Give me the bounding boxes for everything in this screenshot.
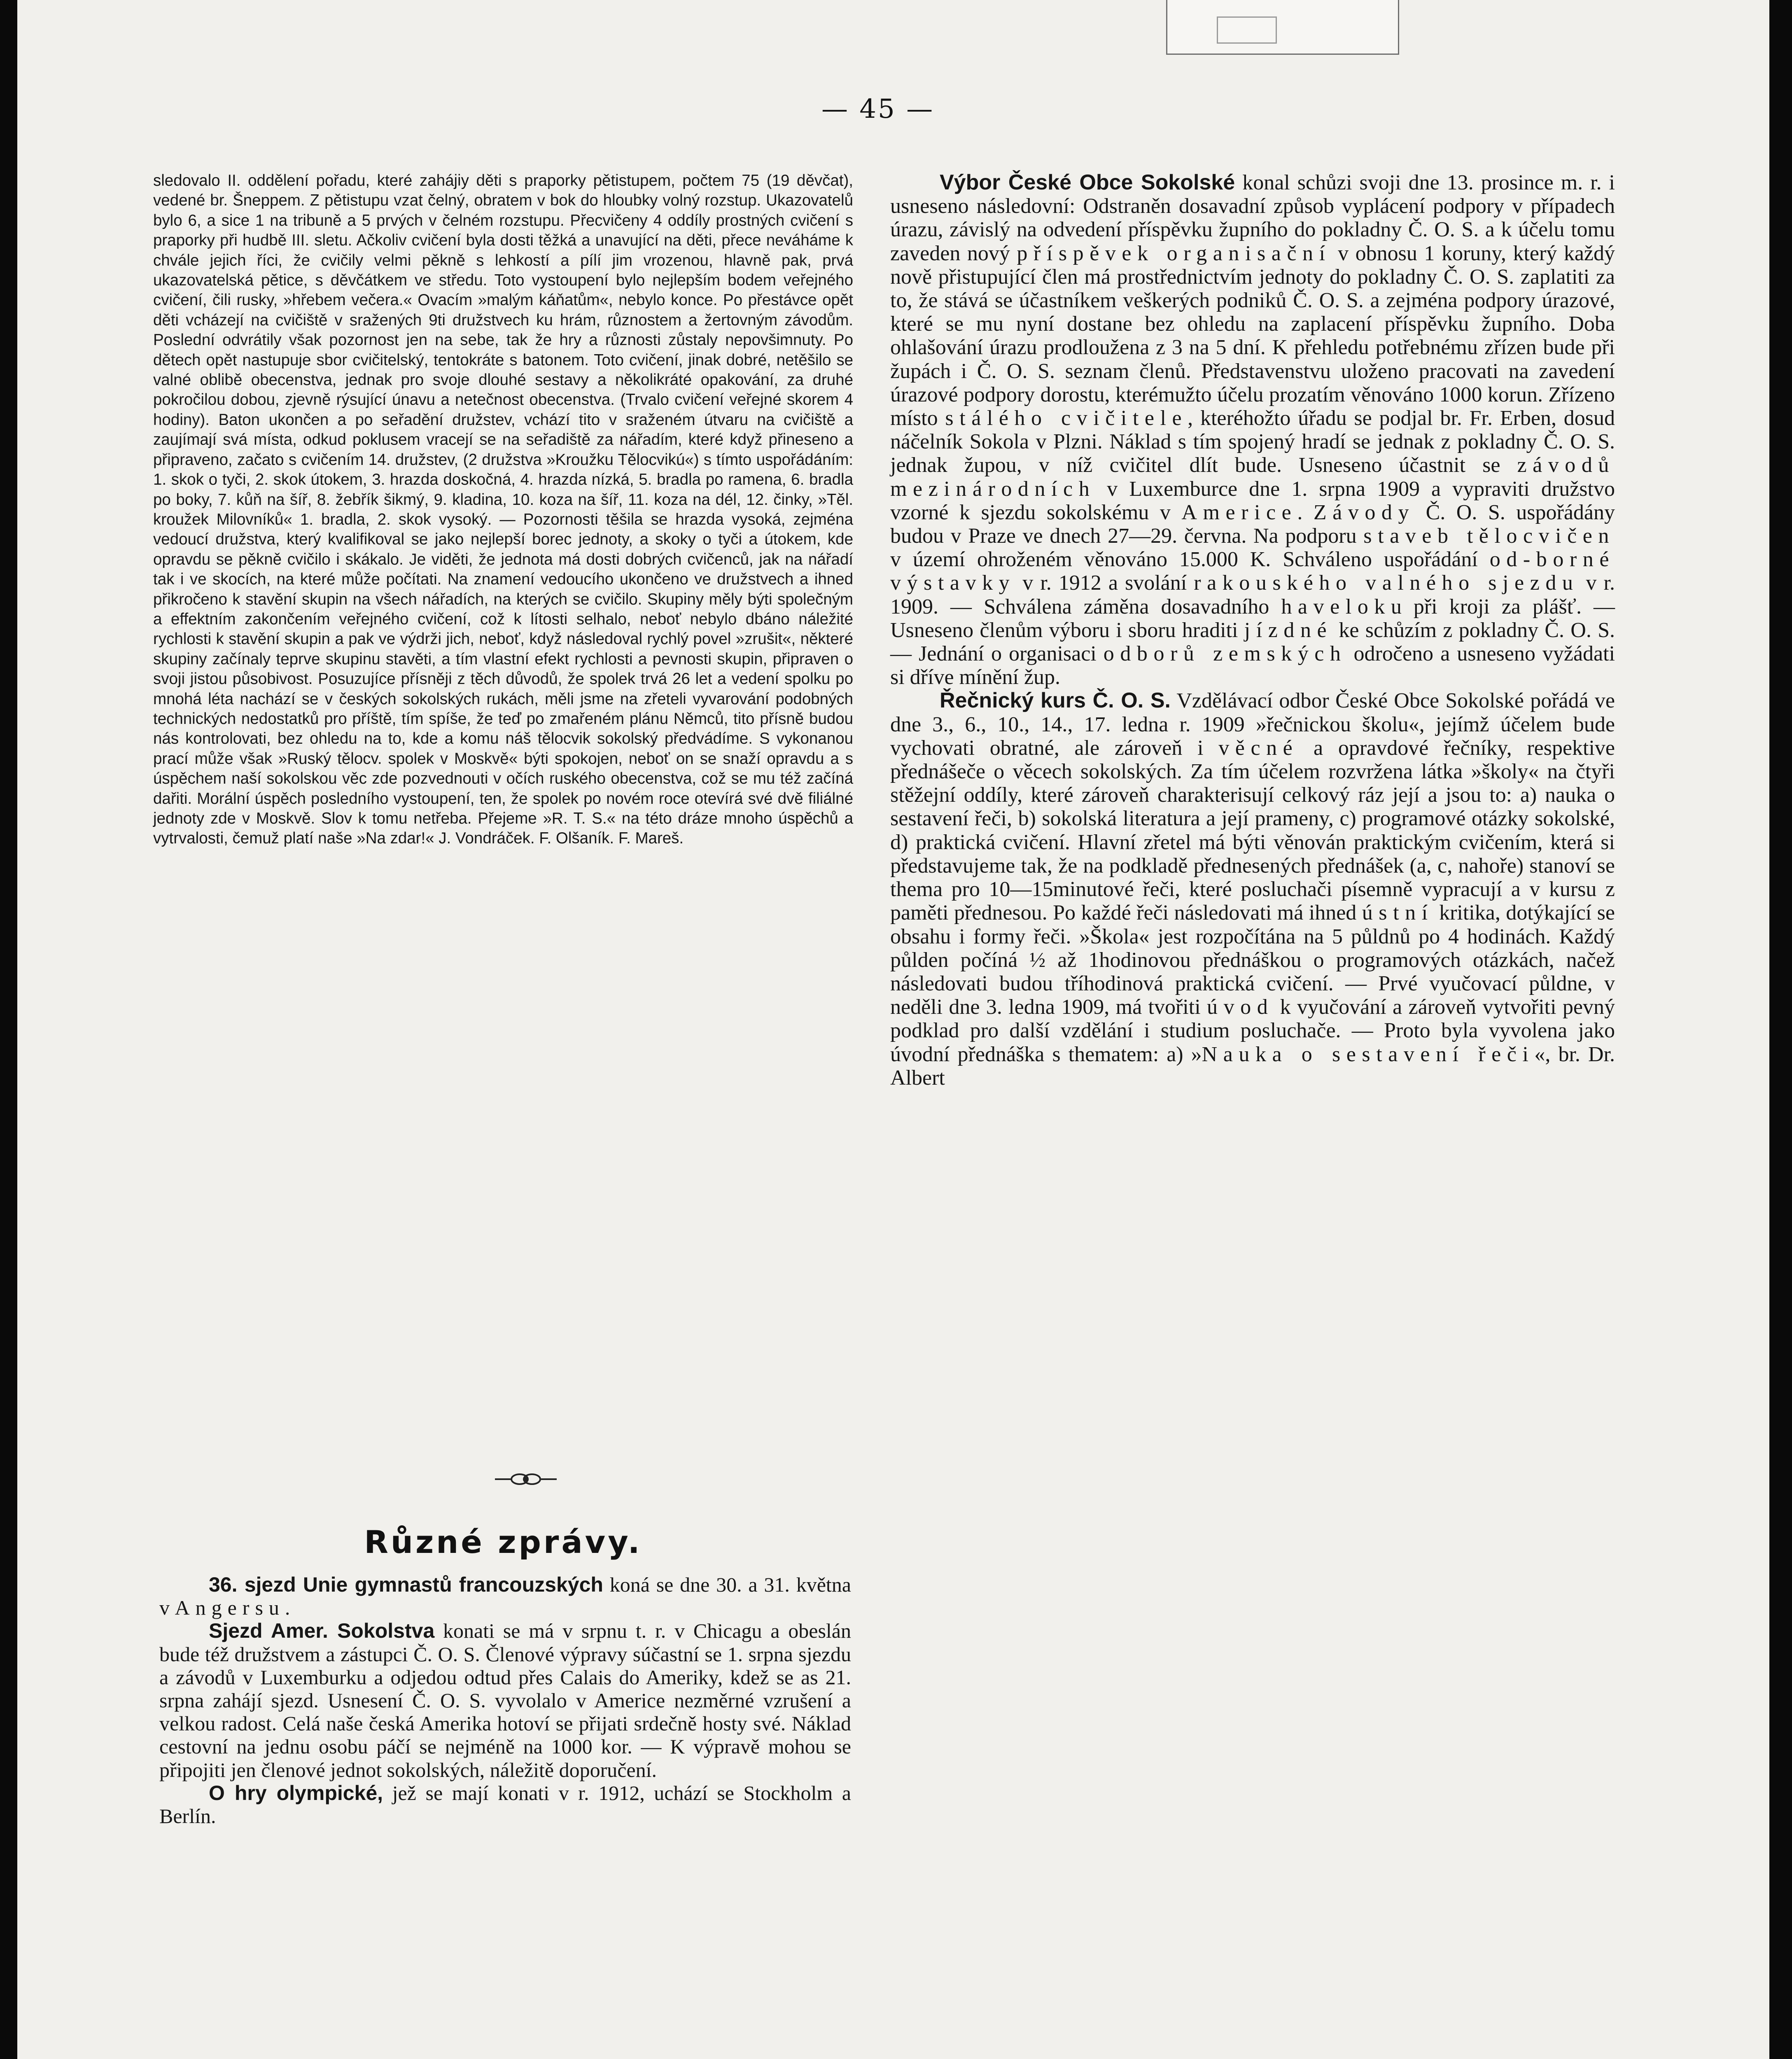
emphasis-text: stálého cvičitele	[945, 406, 1188, 430]
paragraph-text: a opravdové řečníky, respektive přednášeče o věcech sokolských. Za tím účelem rozvržena látka »školy« na čtyři stěžejní oddíly, které zároveň charakterisují celkový ráz její a jsou to: a) nauka o sestavení řeči, b) sokolská literatura a její prameny, c) programové otázky sokolské, d) praktická cvičení. Hlavní zřetel má býti věnován praktickým cvičením, která si představujeme tak, že na podkladě přednesených přednášek (a, c, nahoře) stanoví se thema pro 10—15minutové řeči, které posluchači písemně vypracují a v kursu z paměti přednesou. Po každé řeči následovati má ihned	[890, 736, 1615, 925]
news-item-title: 36. sjezd Unie gymnastů francouzských	[209, 1573, 603, 1596]
news-item-title: Sjezd Amer. Sokolstva	[209, 1619, 435, 1643]
emphasis-text: věcné	[1218, 736, 1299, 760]
news-item	[159, 1781, 851, 1828]
emphasis-text: Nauka o sestavení řeči	[1202, 1042, 1535, 1066]
paragraph-text: v obnosu 1 koruny, který každý nově přistupující člen má prostřednictvím jednoty do pokladny Č. O. S. zaplatiti za to, že stává se účastníkem veškerých podniků Č. O. S. a zejména podpory úrazové, které se mu nyní dostane bez ohledu na zaplacení příspěvku župního. Doba ohlašování úrazu prodloužena z 3 na 5 dní. K přehledu potřebnému zřízen bude při župách i Č. O. S. seznam členů. Představenstvu uloženo pracovati na zavedení úrazové podpory dorostu, kterémužto účelu prozatím věnováno 1000 korun. Zřízeno místo	[890, 241, 1615, 430]
paragraph-text: u při kroji za plášť. — Usneseno členům výboru i sboru hraditi	[890, 595, 1615, 642]
emphasis-text: rakouského valného sjezdu	[1194, 571, 1579, 595]
emphasis-text: Americe	[1181, 500, 1297, 524]
right-paragraph-vybor	[890, 171, 1615, 689]
emphasis-text: příspěvek organisační	[1017, 241, 1331, 265]
news-items	[159, 1573, 851, 1828]
emphasis-text: odborů zemských	[1103, 642, 1347, 666]
news-item	[159, 1619, 851, 1781]
right-column-article	[890, 171, 1615, 1090]
emphasis-text: úvod	[1207, 995, 1274, 1019]
news-item-text: jež se mají konati v r. 1912, uchází se Stockholm a Berlín.	[159, 1781, 851, 1828]
paragraph-text: Vzdělávací odbor České Obce Sokolské pořádá ve dne 3., 6., 10., 14., 17. ledna r. 1909 »řečnickou školu«, jejímž účelem bude vychovati obratné, ale zároveň i	[890, 689, 1615, 760]
page-number: — 45 —	[821, 94, 935, 124]
emphasis-text: havelok	[1281, 595, 1391, 619]
news-item-title: O hry olympické,	[209, 1781, 383, 1805]
paragraph-text: , kteréhožto úřadu se podjal br. Fr. Erben, dosud náčelník Sokola v Plzni. Náklad s tím spojený hradí se jednak z pokladny Č. O. S. jednak župou, v níž cvičitel dlít bude. Usneseno účastnit se	[890, 406, 1615, 477]
emphasis-text: od-borné výstavky	[890, 548, 1615, 595]
paragraph-text: odročeno a usneseno vyžádati si dříve mínění žup.	[890, 642, 1615, 689]
paragraph-text: konal schůzi svoji dne 13. prosince m. r. i usneseno následovní: Odstraněn dosavadní způsob vyplácení podpory v případech úrazu, závislý na odvedení příspěvku župního do pokladny Č. O. S. a k účelu tomu zaveden nový	[890, 171, 1615, 265]
news-item	[159, 1573, 851, 1619]
paragraph-text: v Luxemburce dne 1. srpna 1909 a vypraviti družstvo vzorné k sjezdu sokolskému v	[890, 477, 1615, 524]
paragraph-text: .	[1297, 500, 1314, 524]
paragraph-text: «, br. Dr. Albert	[890, 1042, 1615, 1090]
paragraph-text: v území ohroženém věnováno 15.000 K. Schváleno uspořádání	[890, 548, 1490, 572]
left-column-paragraph: sledovalo II. oddělení pořadu, které zahájiy děti s praporky pětistupem, počtem 75 (19 děvčat), vedené br. Šneppem. Z pětistupu vzat čelný, obratem v bok do hloubky volný rozstup. Ukazovatelů bylo 6, a sice 1 na tribuně a 5 prvých v čelném rozstupu. Přecvičeny 4 oddíly prostných cvičení s praporky při hudbě III. sletu. Ačkoliv cvičení byla dosti těžká a unavující na děti, přece neváháme k chvále jejich říci, že cvičily velmi pěkně s lehkostí a pílí jim vrozenou, hlavně pak, prvá ukazovatelská pětice, s děvčátkem ve středu. Toto vystoupení bylo nejlepším bodem veřejného cvičení, čili rusky, »hřebem večera.« Ovacím »malým káňatům«, nebylo konce. Po přestávce opět děti vcházejí na cvičiště v sražených 9ti družstvech ku hrám, různostem a žertovným závodům. Poslední odvrátily však pozornost jen na sebe, tak že hry a různosti zůstaly nepovšimnuty. Po dětech opět nastupuje sbor cvičitelský, tentokráte s batonem. Toto cvičení, jinak dobré, netěšilo se valné oblibě obecenstva, jednak pro svoje dlouhé sestavy a několikráté opakování, za druhé pokročilou dobou, zjevně rýsující únavu a netečnost obecenstva. (Trvalo cvičení veřejné skorem 4 hodiny). Baton ukončen a po seřadění družstev, vchází tito v sraženém útvaru na cvičiště a zaujímají svá místa, odkud poklusem vracejí se na seřadiště za nářadím, které když přineseno a připraveno, začato s cvičením 14. družstev, (2 družstva »Kroužku Tělocvikú«) s tímto uspořádáním: 1. skok o tyči, 2. skok útokem, 3. hrazda doskočná, 4. hrazda nízká, 5. bradla po ramena, 6. bradla po boky, 7. kůň na šíř, 8. žebřík šikmý, 9. kladina, 10. koza na šíř, 11. koza na dél, 12. činky, »Těl. kroužek Milovníků« 1. bradla, 2. skok vysoký. — Pozornosti těšila se hrazda vysoká, zejména vedoucí družstva, který kvalifikoval se jako nejlepší borec jednoty, a skoky o tyči a útokem, kde opravdu se pěkně cvičilo i skákalo. Je viděti, že jednota má dosti dobrých cvičenců, jak na nářadí tak i ve skocích, na které může počítati. Na znamení vedoucího ukončeno ve družstvech a ihned přikročeno k stavění skupin na všech nářadích, na kterých se cvičilo. Skupiny měly býti společným a effektním zakončením veřejného cvičení, což k lítosti selhalo, neboť nebylo dbáno náležité rychlosti k stavění skupin a pak ve výdrži jich, neboť, když následoval rychlý povel »zrušit«, některé skupiny začínaly teprve skupinu stavěti, a tím vlastní efekt rychlosti a pevnosti skupin, připraven o svoji jistou působivost. Posuzujíce přísněji z těch důvodů, že spolek trvá 26 let a vedení spolku po mnohá léta nachází se v českých sokolských rukách, měli jsme na zřeteli vyvarování podobných technických nedostatků pro příště, tím spíše, že teď po zmařeném plánu Němců, tito přísně budou nás kontrolovati, bez ohledu na to, kde a komu náš tělocvik sokolský předvádíme. S vykonanou prací může však »Ruský tělocv. spolek v Moskvě« býti spokojen, neboť on se snaží opravdu a s úspěchem naší sokolskou věc zde pozvednouti v očích ruského obecenstva, což se mu též začíná dařiti. Morální úspěch posledního vystoupení, ten, že spolek po novém roce otevírá své dvě filiálné jednoty zde v Moskvě. Slov k tomu netřeba. Přejeme »R. T. S.« na této dráze mnoho úspěchů a vytrvalosti, čemuž platí naše »Na zdar!« J. Vondráček. F. Olšaník. F. Mareš.	[153, 172, 853, 847]
paragraph-text: v r. 1909. — Schválena záměna dosavadního	[890, 571, 1615, 619]
paragraph-text: kritika, dotýkající se obsahu i formy řeči. »Škola« jest rozpočítána na 5 půldnů po 4 hodinách. Každý půlden počíná ½ až 1hodinovou přednáškou o programových otázkách, načež následovati budou tříhodinová praktická cvičení. — Prvé vyučovací půldne, v neděli dne 3. ledna 1909, má tvořiti	[890, 901, 1615, 1019]
emphasis-text: ústní	[1362, 901, 1434, 925]
scanned-page	[17, 0, 1769, 2059]
emphasis-text: jízdné	[1244, 618, 1333, 642]
scan-edge-mark	[1166, 0, 1399, 55]
emphasis-text: staveb tělocvičen	[1363, 524, 1615, 548]
news-item-text: koná se dne 30. a 31. května v	[159, 1573, 851, 1620]
paragraph-text: k vyučování a zároveň vytvořiti pevný podklad pro další vzdělání i studium posluchače. — Proto byla vyvolena jako úvodní přednáška s thematem: a) »	[890, 995, 1615, 1066]
paragraph-title: Řečnický kurs Č. O. S.	[940, 689, 1171, 713]
news-item-text: konati se má v srpnu t. r. v Chicagu a obeslán bude též družstvem a zástupci Č. O. S. Členové výpravy súčastní se 1. srpna sjezdu a závodů v Luxemburku a odjedou odtud přes Calais do Ameriky, kdež se as 21. srpna zahájí sjezd. Usnesení Č. O. S. vyvolalo v Americe nezměrné vzrušení a velkou radost. Celá naše česká Amerika hotoví se přijati srdečně hosty své. Náklad cestovní na jednu osobu páčí se nejméně na 1000 kor. — K výpravě mohou se připojiti jen členové jednot sokolských, náležitě doporučení.	[159, 1619, 851, 1781]
left-column-article	[153, 171, 853, 849]
paragraph-text: ke schůzím z pokladny Č. O. S. — Jednání o organisaci	[890, 618, 1615, 666]
news-item-emphasis: Angersu	[175, 1596, 285, 1620]
right-paragraph-kurs	[890, 689, 1615, 1089]
emphasis-text: závodů mezinárodních	[890, 453, 1615, 501]
news-item-text: .	[285, 1596, 290, 1620]
paragraph-text: Č. O. S. uspořádány budou v Praze ve dnech 27—29. června. Na podporu	[890, 500, 1615, 548]
section-heading: Různé zprávy.	[364, 1524, 642, 1560]
paragraph-title: Výbor České Obce Sokolské	[940, 170, 1235, 194]
ornament-divider-icon	[495, 1471, 557, 1487]
emphasis-text: Závody	[1313, 500, 1415, 524]
paragraph-text: v r. 1912 a svolání	[1015, 571, 1194, 595]
